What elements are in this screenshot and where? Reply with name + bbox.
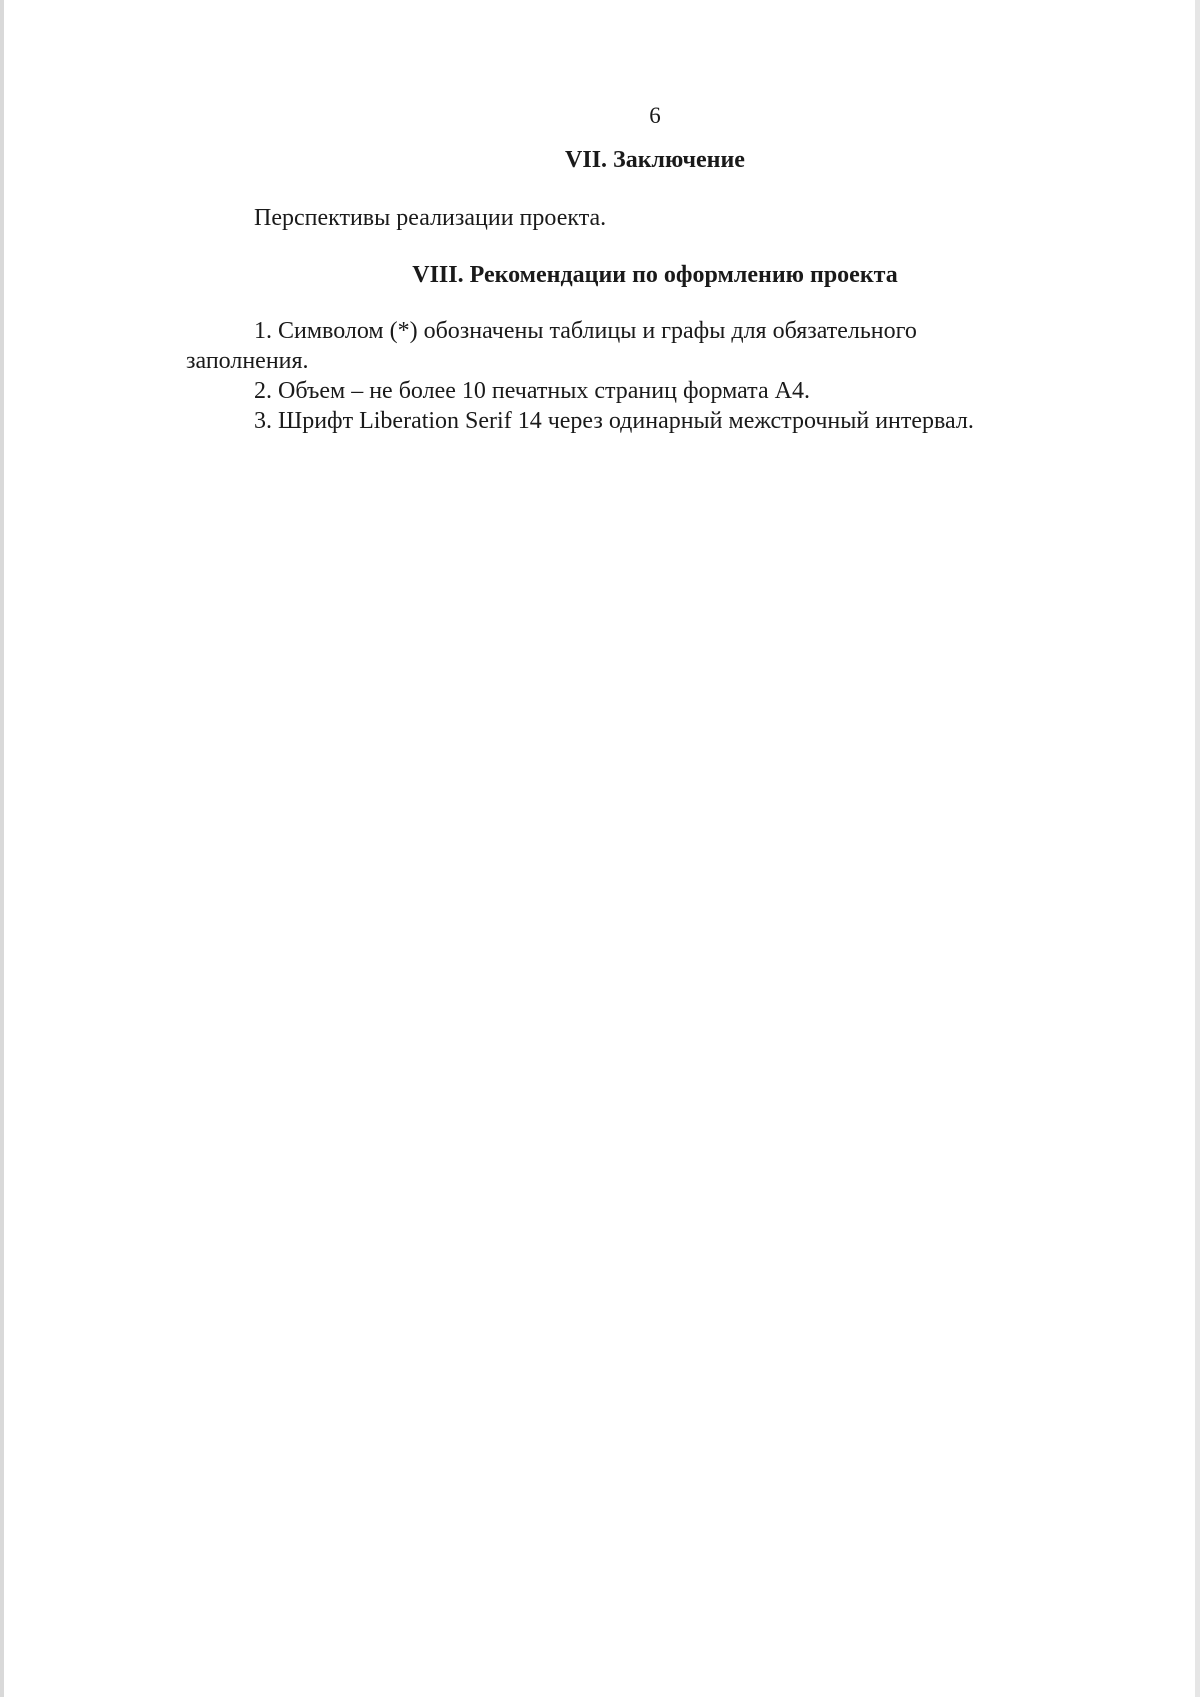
scan-edge-left — [0, 0, 4, 1697]
page-number: 6 — [649, 103, 661, 128]
section-8-heading: VIII. Рекомендации по оформлению проекта — [412, 262, 898, 288]
section-7-heading: VII. Заключение — [565, 147, 745, 173]
list-item: 2. Объем – не более 10 печатных страниц формата А4. — [254, 378, 810, 404]
list-item: 1. Символом (*) обозначены таблицы и графы для обязательного заполнения. — [186, 318, 917, 374]
recommendations-list — [186, 316, 1086, 436]
list-item: 3. Шрифт Liberation Serif 14 через одинарный межстрочный интервал. — [254, 408, 974, 434]
section-7-text: Перспективы реализации проекта. — [254, 205, 607, 231]
scan-edge-right — [1195, 0, 1200, 1697]
